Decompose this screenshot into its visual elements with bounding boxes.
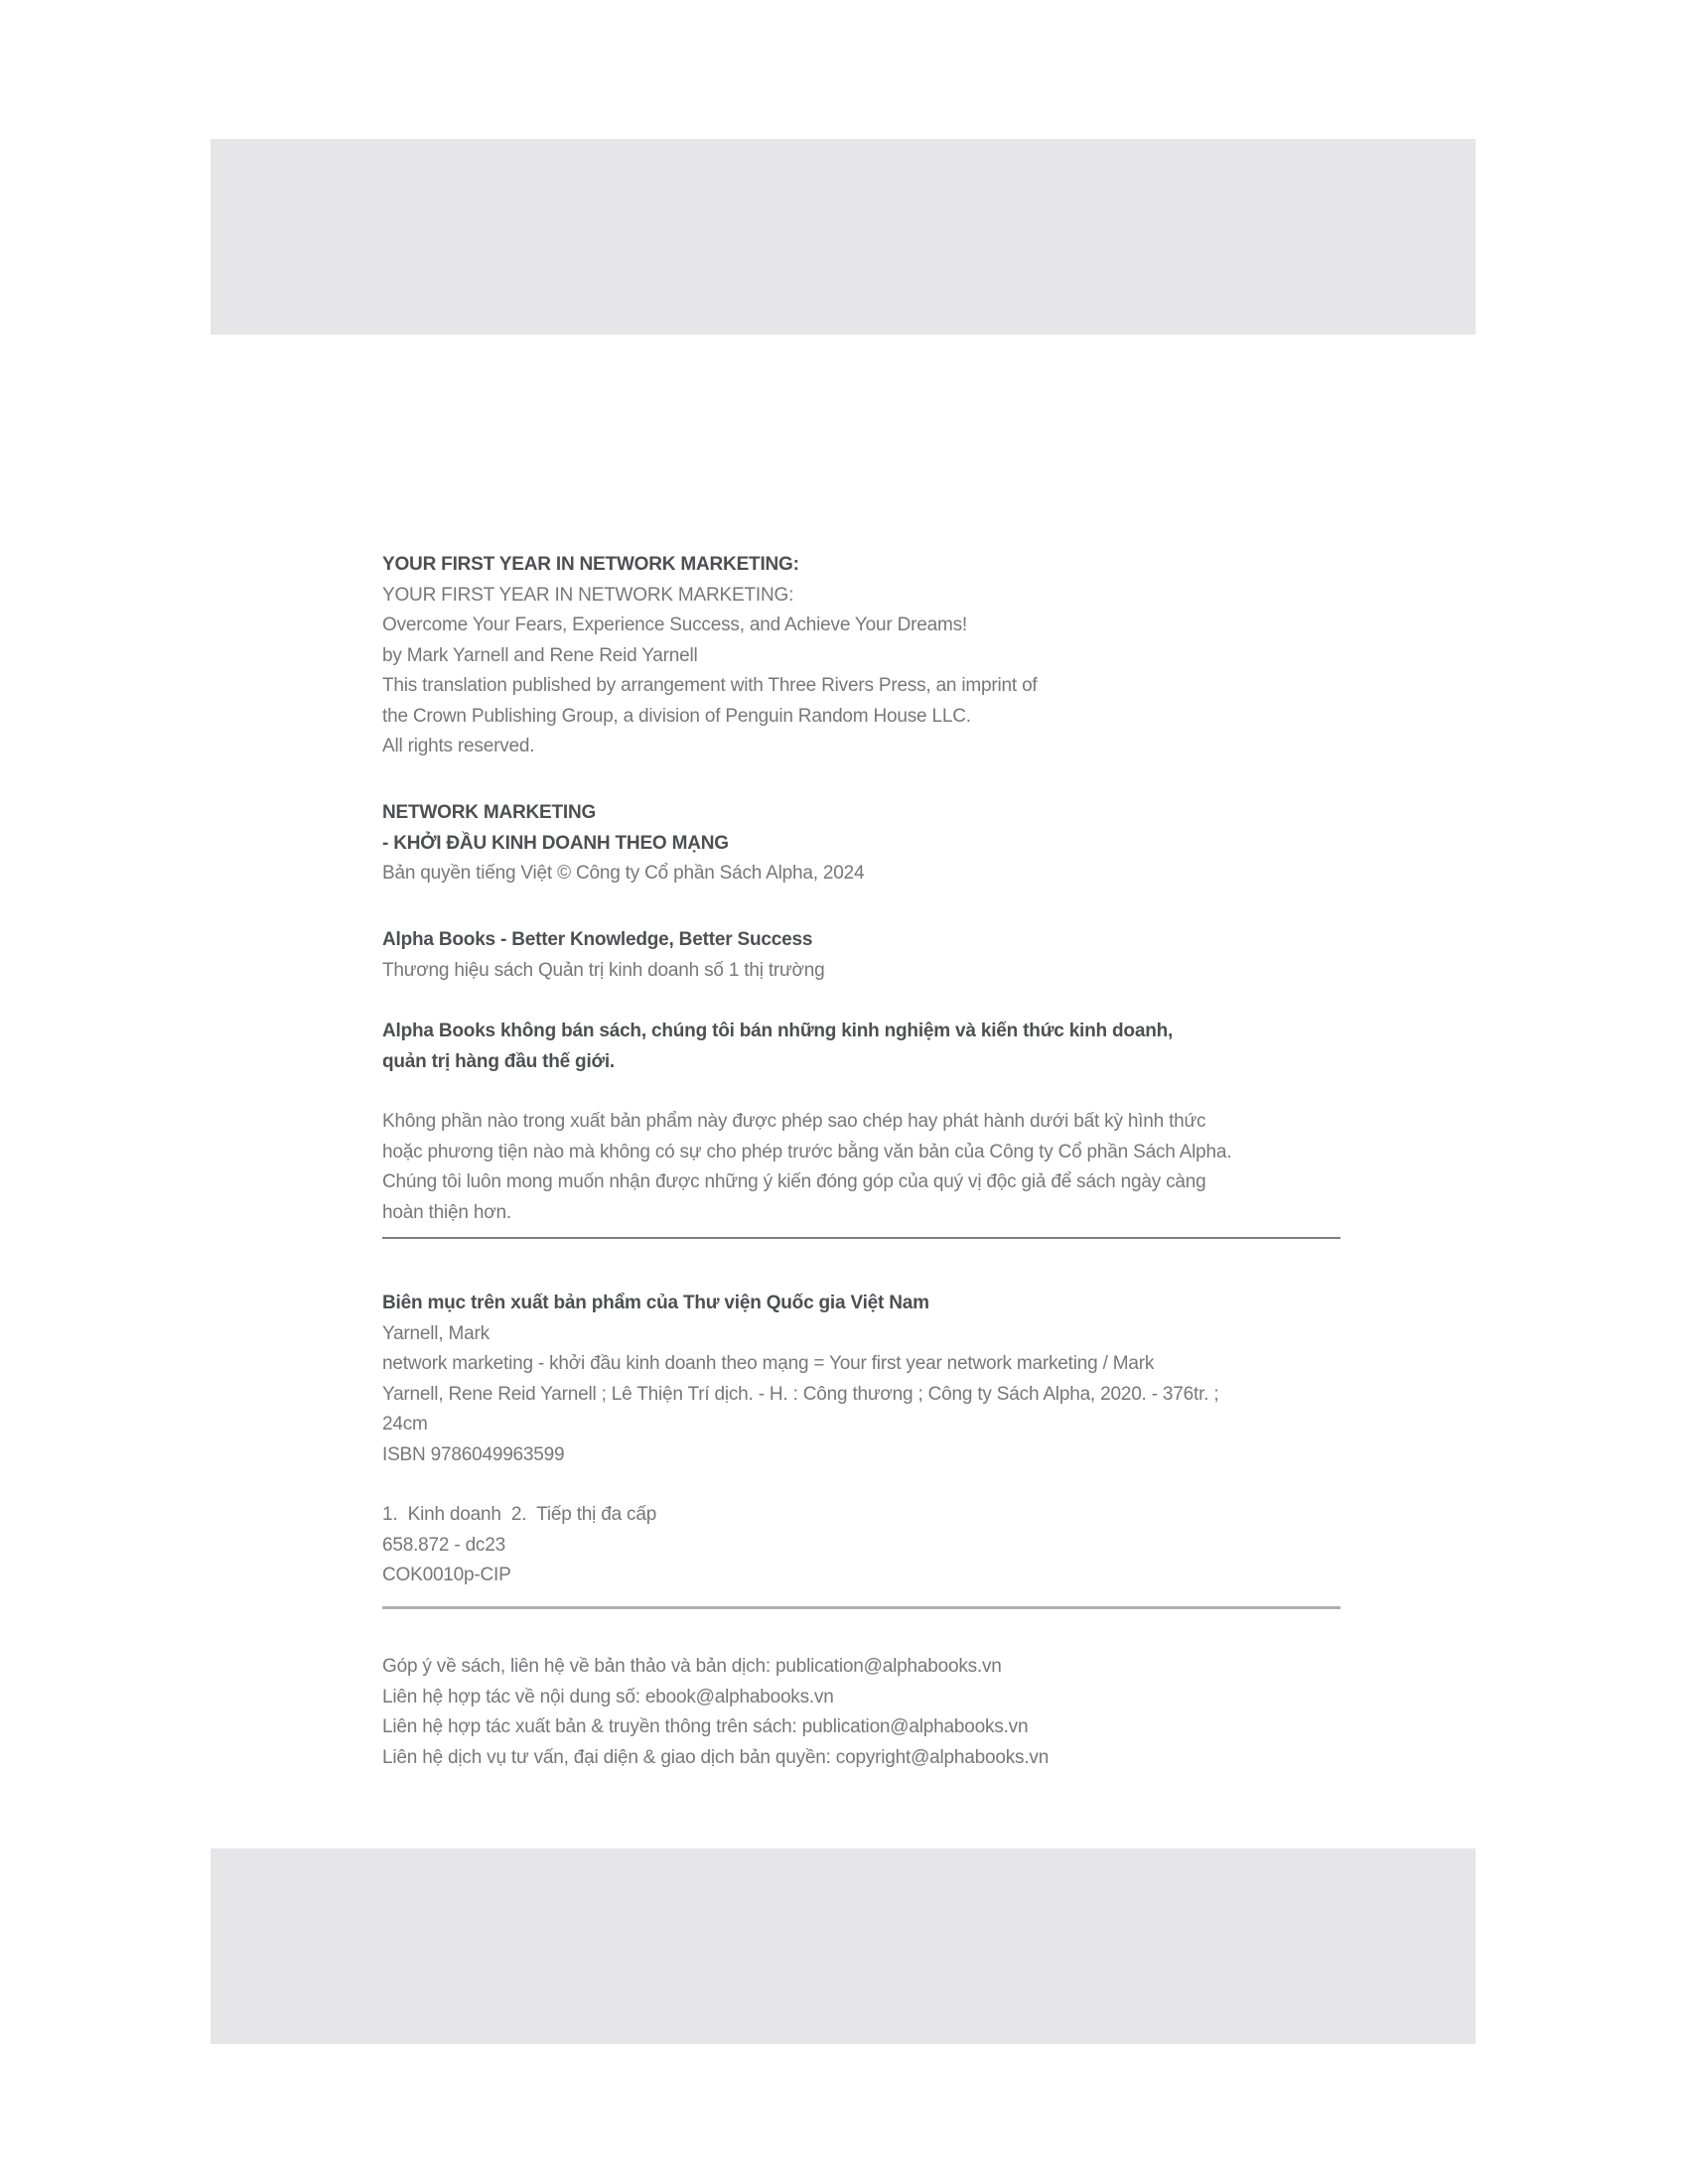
original-authors: by Mark Yarnell and Rene Reid Yarnell [382,644,698,666]
cip-author: Yarnell, Mark [382,1322,490,1344]
alpha-brand-tagline: Thương hiệu sách Quản trị kinh doanh số 1 thị trường [382,959,825,981]
divider-top [382,1237,1340,1239]
cip-description-line-2: Yarnell, Rene Reid Yarnell ; Lê Thiện Trí dịch. - H. : Công thương ; Công ty Sách Alpha, 2020. - 376tr. ; [382,1383,1219,1405]
cip-description-line-1: network marketing - khởi đầu kinh doanh theo mạng = Your first year network marketing / Mark [382,1353,1155,1374]
original-subtitle: Overcome Your Fears, Experience Success, and Achieve Your Dreams! [382,614,967,635]
top-image-placeholder [211,139,1476,335]
alpha-slogan-line-2: quản trị hàng đầu thế giới. [382,1050,615,1072]
alpha-slogan-line-1: Alpha Books không bán sách, chúng tôi bán những kinh nghiệm và kiến thức kinh doanh, [382,1021,1174,1041]
original-edition-block [382,550,1038,762]
cip-codes-block [382,1500,656,1591]
contact-ebook: Liên hệ hợp tác về nội dung số: ebook@alphabooks.vn [382,1686,834,1707]
rights-reserved: All rights reserved. [382,736,535,756]
vietnamese-copyright: Bản quyền tiếng Việt © Công ty Cổ phần Sách Alpha, 2024 [382,863,865,884]
copyright-notice-block [382,1107,1231,1228]
vietnamese-edition-block [382,798,864,889]
isbn: ISBN 9786049963599 [382,1443,565,1465]
cip-id: COK0010p-CIP [382,1565,511,1585]
vietnamese-title-line-2: - KHỞI ĐẦU KINH DOANH THEO MẠNG [382,832,729,854]
divider-bottom [382,1606,1340,1609]
contact-info-block [382,1652,1049,1773]
copyright-notice-line-3: Chúng tôi luôn mong muốn nhận được những ý kiến đóng góp của quý vị độc giả để sách ngày càng [382,1171,1206,1192]
original-title: YOUR FIRST YEAR IN NETWORK MARKETING: [382,584,794,606]
contact-publishing: Liên hệ hợp tác xuất bản & truyền thông trên sách: publication@alphabooks.vn [382,1716,1029,1737]
copyright-notice-line-2: hoặc phương tiện nào mà không có sự cho phép trước bằng văn bản của Công ty Cổ phần Sách Alpha. [382,1141,1232,1162]
translation-arrangement-line-1: This translation published by arrangement with Three Rivers Press, an imprint of [382,675,1038,696]
alpha-slogan-block [382,1017,1173,1077]
dewey-code: 658.872 - dc23 [382,1534,505,1556]
cip-record-block [382,1289,1218,1470]
copyright-notice-line-1: Không phần nào trong xuất bản phẩm này được phép sao chép hay phát hành dưới bất kỳ hình thức [382,1111,1206,1132]
cip-heading: Biên mục trên xuất bản phẩm của Thư viện Quốc gia Việt Nam [382,1293,929,1313]
cip-size: 24cm [382,1414,428,1434]
alpha-brand-heading: Alpha Books - Better Knowledge, Better Success [382,929,813,950]
copyright-notice-line-4: hoàn thiện hơn. [382,1201,511,1223]
bottom-image-placeholder [211,1848,1476,2044]
contact-copyright: Liên hệ dịch vụ tư vấn, đại diện & giao dịch bản quyền: copyright@alphabooks.vn [382,1746,1050,1768]
contact-manuscript: Góp ý về sách, liên hệ về bản thảo và bản dịch: publication@alphabooks.vn [382,1656,1002,1677]
vietnamese-title-line-1: NETWORK MARKETING [382,802,597,823]
alpha-brand-block [382,925,825,986]
original-title-bold: YOUR FIRST YEAR IN NETWORK MARKETING: [382,554,799,575]
cip-subjects: 1. Kinh doanh 2. Tiếp thị đa cấp [382,1504,657,1525]
translation-arrangement-line-2: the Crown Publishing Group, a division of Penguin Random House LLC. [382,705,971,727]
